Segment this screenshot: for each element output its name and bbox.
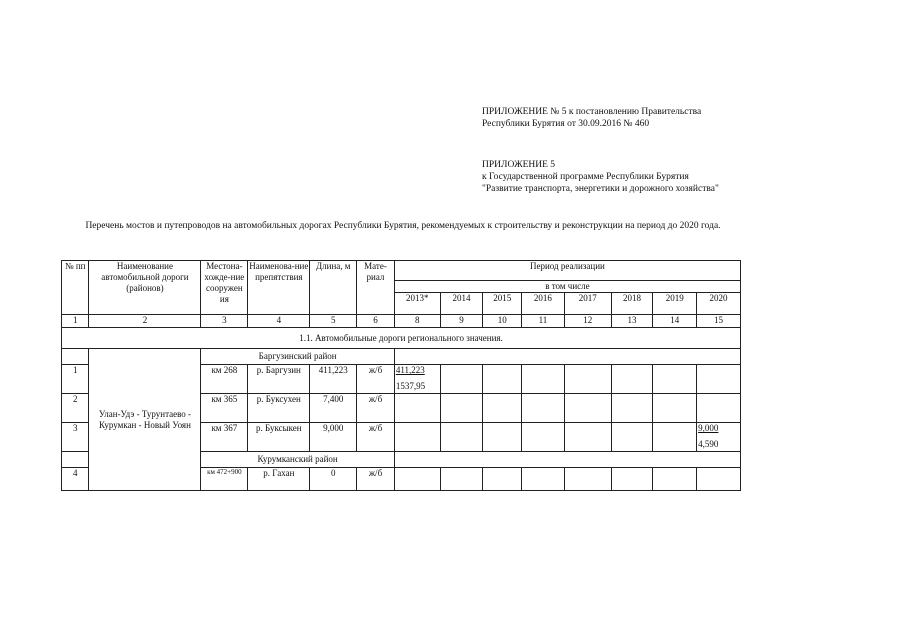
column-number: 6 <box>357 315 395 328</box>
row-obstacle: р. Гахан <box>248 468 310 491</box>
value-2020-secondary: 4,590 <box>698 439 719 449</box>
column-number: 10 <box>483 315 522 328</box>
row-location: км 472+900 <box>201 468 248 491</box>
empty-cell <box>394 452 740 468</box>
column-number: 3 <box>201 315 248 328</box>
bridges-table <box>61 260 741 491</box>
empty-cell <box>62 452 89 468</box>
empty-cell <box>440 394 483 423</box>
empty-cell <box>483 394 522 423</box>
section-title: 1.1. Автомобильные дороги регионального значения. <box>62 328 741 349</box>
empty-cell <box>564 365 611 394</box>
empty-cell <box>394 468 440 491</box>
row-obstacle: р. Буксыкен <box>248 423 310 452</box>
row-num: 2 <box>62 394 89 423</box>
empty-cell <box>440 423 483 452</box>
header-road-name: Наименование автомобильной дороги (районов) <box>89 261 201 315</box>
header-line: ПРИЛОЖЕНИЕ 5 <box>482 160 556 170</box>
row-length: 7,400 <box>310 394 357 423</box>
empty-cell <box>394 349 740 365</box>
header-period: Период реализации <box>394 261 740 281</box>
empty-cell <box>522 423 565 452</box>
column-number: 11 <box>522 315 565 328</box>
empty-cell <box>611 365 653 394</box>
header-length: Длина, м <box>310 261 357 315</box>
empty-cell <box>62 349 89 365</box>
row-length: 9,000 <box>310 423 357 452</box>
column-number: 12 <box>564 315 611 328</box>
row-year-2020 <box>697 423 741 452</box>
row-location: км 367 <box>201 423 248 452</box>
column-number: 9 <box>440 315 483 328</box>
empty-cell <box>564 468 611 491</box>
row-length: 0 <box>310 468 357 491</box>
header-year: 2013* <box>394 293 440 315</box>
row-location: км 365 <box>201 394 248 423</box>
empty-cell <box>440 365 483 394</box>
empty-cell <box>697 365 741 394</box>
empty-cell <box>522 365 565 394</box>
empty-cell <box>611 423 653 452</box>
row-num: 4 <box>62 468 89 491</box>
empty-cell <box>653 423 697 452</box>
row-obstacle: р. Буксухен <box>248 394 310 423</box>
column-number: 1 <box>62 315 89 328</box>
column-number: 5 <box>310 315 357 328</box>
header-year: 2020 <box>697 293 741 315</box>
header-including: в том числе <box>394 281 740 293</box>
row-year-2013 <box>394 365 440 394</box>
header-num: № пп <box>62 261 89 315</box>
row-num: 1 <box>62 365 89 394</box>
empty-cell <box>483 365 522 394</box>
empty-cell <box>697 394 741 423</box>
empty-cell <box>522 468 565 491</box>
row-material: ж/б <box>357 394 395 423</box>
column-number: 14 <box>653 315 697 328</box>
empty-cell <box>564 394 611 423</box>
empty-cell <box>653 468 697 491</box>
row-num: 3 <box>62 423 89 452</box>
header-location: Местона-хожде-ние сооружен ия <box>201 261 248 315</box>
empty-cell <box>394 394 440 423</box>
empty-cell <box>440 468 483 491</box>
empty-cell <box>653 365 697 394</box>
column-number: 8 <box>394 315 440 328</box>
column-number: 15 <box>697 315 741 328</box>
header-year: 2019 <box>653 293 697 315</box>
header-material: Мате-риал <box>357 261 395 315</box>
empty-cell <box>483 468 522 491</box>
empty-cell <box>564 423 611 452</box>
value-2013-secondary: 1537,95 <box>395 381 426 391</box>
resolution-appendix-header <box>482 106 701 130</box>
row-length: 411,223 <box>310 365 357 394</box>
row-material: ж/б <box>357 423 395 452</box>
header-year: 2015 <box>483 293 522 315</box>
column-number: 4 <box>248 315 310 328</box>
empty-cell <box>611 394 653 423</box>
header-year: 2014 <box>440 293 483 315</box>
empty-cell <box>653 394 697 423</box>
document-title: Перечень мостов и путепроводов на автомобильных дорогах Республики Бурятия, рекомендуемых к строительству и реконструкции на период до 2020 года. <box>85 221 721 231</box>
district-title: Курумканский район <box>201 452 394 468</box>
column-number: 13 <box>611 315 653 328</box>
header-year: 2016 <box>522 293 565 315</box>
district-title: Баргузинский район <box>201 349 394 365</box>
header-line: Республики Бурятия от 30.09.2016 № 460 <box>482 119 650 129</box>
header-line: ПРИЛОЖЕНИЕ № 5 к постановлению Правительства <box>482 107 702 117</box>
empty-cell <box>611 468 653 491</box>
value-2013: 411,223 <box>395 365 425 375</box>
road-name-cell: Улан-Удэ - Турунтаево - Курумкан - Новый Уоян <box>89 349 201 491</box>
empty-cell <box>483 423 522 452</box>
value-2020: 9,000 <box>698 423 719 433</box>
header-obstacle: Наименова-ние препятствия <box>248 261 310 315</box>
row-material: ж/б <box>357 365 395 394</box>
header-year: 2018 <box>611 293 653 315</box>
empty-cell <box>394 423 440 452</box>
header-year: 2017 <box>564 293 611 315</box>
empty-cell <box>697 468 741 491</box>
row-obstacle: р. Баргузин <box>248 365 310 394</box>
header-line: "Развитие транспорта, энергетики и дорожного хозяйства" <box>482 184 719 194</box>
row-material: ж/б <box>357 468 395 491</box>
row-location: км 268 <box>201 365 248 394</box>
empty-cell <box>522 394 565 423</box>
program-appendix-header <box>482 159 719 195</box>
header-line: к Государственной программе Республики Бурятия <box>482 172 689 182</box>
column-number: 2 <box>89 315 201 328</box>
